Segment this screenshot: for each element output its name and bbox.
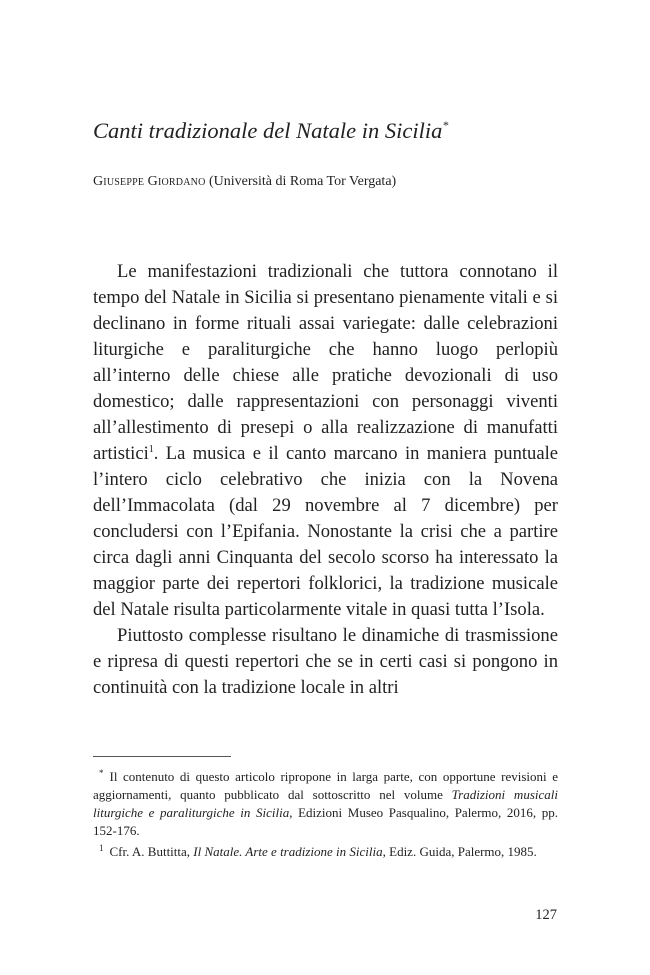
page-number: 127 [535, 907, 557, 923]
footnote-separator [93, 756, 231, 757]
article-title [93, 117, 563, 145]
author-last-name: Giordano [147, 174, 206, 189]
footnote-star [93, 768, 558, 840]
footnote-star-text-b: , Edizioni Museo Pasqualino, Palermo, 2016, pp. 152-176. [93, 805, 558, 838]
footnote-star-mark: * [99, 768, 104, 778]
footnotes [93, 768, 558, 864]
footnote-1-text-a: Cfr. A. Buttitta, [109, 844, 194, 859]
footnote-1-mark: 1 [99, 843, 104, 853]
footnote-1-book-title: Il Natale. Arte e tradizione in Sicilia [193, 844, 383, 859]
author-first-name: Giuseppe [93, 174, 145, 189]
footnote-star-book-title: Tradizioni musicali liturgiche e paraliturgiche in Sicilia [93, 787, 558, 820]
footnote-1 [93, 843, 558, 861]
author-line [93, 172, 563, 192]
article-body [93, 259, 558, 701]
title-footnote-mark: * [442, 118, 449, 132]
author-affiliation: (Università di Roma Tor Vergata) [209, 174, 397, 189]
paragraph-1-text-b: . La musica e il canto marcano in maniera puntuale l’intero ciclo celebrativo che inizia con la Novena dell’Immacolata (dal 29 novembre al 7 dicembre) per concludersi con l’Epifania. Nonostante la crisi che a partire circa dagli anni Cinquanta del secolo scorso ha interessato la maggior parte dei repertori folklorici, la tradizione musicale del Natale risulta particolarmente vitale in quasi tutta l’Isola. [93, 443, 558, 620]
footnote-star-text-a: Il contenuto di questo articolo ripropone in larga parte, con opportune revisioni e aggiornamenti, quanto pubblicato dal sottoscritto nel volume [93, 769, 558, 802]
paragraph-1-text-a: Le manifestazioni tradizionali che tuttora connotano il tempo del Natale in Sicilia si presentano pienamente vitali e si declinano in forme rituali assai variegate: dalle celebrazioni liturgiche e paraliturgiche che hanno luogo perlopiù all’interno delle chiese alle pratiche devozionali di uso domestico; dalle rappresentazioni con personaggi viventi all’allestimento di presepi o alla realizzazione di manufatti artistici [93, 261, 558, 464]
footnote-ref-1: 1 [148, 444, 154, 455]
footnote-1-text-b: , Ediz. Guida, Palermo, 1985. [382, 844, 537, 859]
body-paragraph-2: Piuttosto complesse risultano le dinamiche di trasmissione e ripresa di questi repertori che se in certi casi si pongono in continuità con la tradizione locale in altri [93, 625, 558, 698]
body-paragraph-1 [93, 259, 558, 623]
article-title-text: Canti tradizionale del Natale in Sicilia [93, 118, 443, 143]
